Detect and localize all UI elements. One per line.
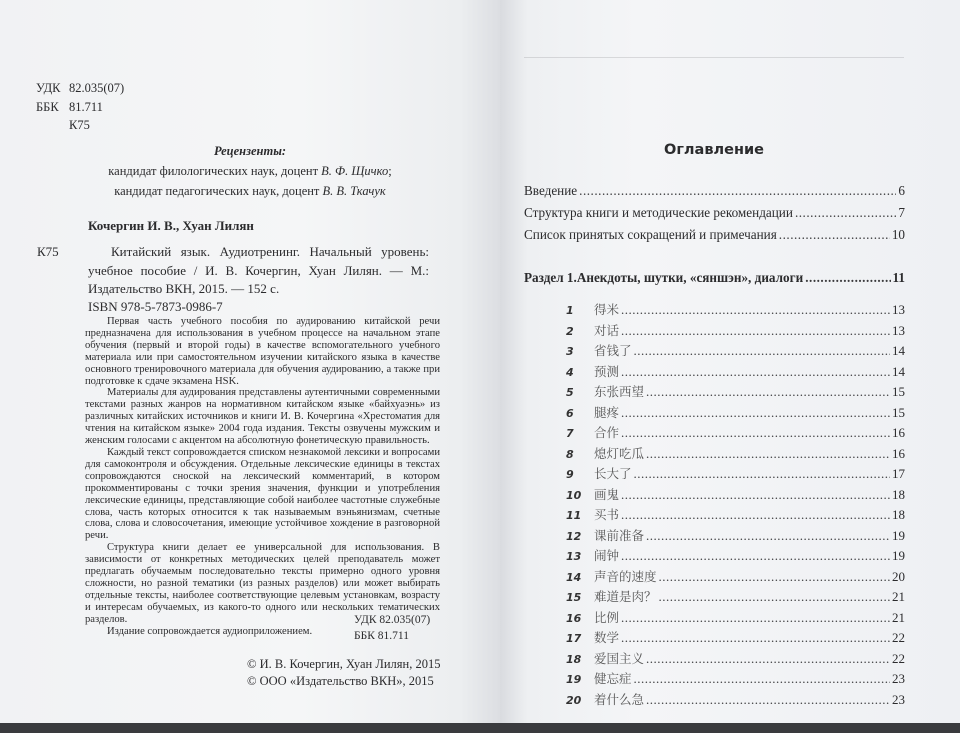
lesson-number: 14 bbox=[566, 570, 582, 584]
reviewer-1-name: В. Ф. Щичко bbox=[321, 164, 389, 178]
lesson-number: 8 bbox=[566, 447, 574, 461]
toc-leader-dots bbox=[634, 671, 890, 687]
lesson-number: 19 bbox=[566, 673, 582, 686]
toc-lesson-entry[interactable] bbox=[524, 505, 905, 526]
toc-lesson-entry[interactable] bbox=[524, 321, 905, 342]
lesson-title: 长大了 bbox=[594, 466, 632, 481]
udk-label: УДК bbox=[36, 81, 61, 95]
toc-leader-dots bbox=[646, 384, 890, 400]
reviewer-1-position: кандидат филологических наук, доцент bbox=[108, 164, 322, 178]
toc-page-number: 17 bbox=[892, 466, 905, 481]
annotation-paragraph: Каждый текст сопровождается списком незнакомой лексики и вопросами для самоконтроля и обсуждения. Отдельные лексические единицы в текстах сопровождаются сноской на лексический комментарий, в котором прокомментированы с точки зрения значения, функции и употребления лексические единицы, представляющие собой наиболее частотные служебные слова, часть которых относится к так называемым вэньянизмам, счетные слова, слова и словосочетания, имеющие устойчивое хождение в разговорной речи. bbox=[85, 446, 440, 542]
toc-entry-structure[interactable] bbox=[524, 205, 905, 227]
toc-lesson-entry[interactable] bbox=[524, 362, 905, 383]
lesson-title: 买书 bbox=[594, 507, 620, 522]
toc-page-number: 10 bbox=[891, 227, 905, 242]
toc-leader-dots bbox=[646, 446, 890, 462]
lesson-title: 省钱了 bbox=[594, 343, 632, 358]
toc-entry-label: Структура книги и методические рекомендации bbox=[524, 205, 793, 220]
toc-page-number: 21 bbox=[892, 589, 905, 604]
lesson-title: 预测 bbox=[594, 363, 620, 379]
toc-page-number: 20 bbox=[892, 568, 905, 584]
toc-entry-abbreviations[interactable] bbox=[524, 227, 905, 249]
lesson-number: 18 bbox=[566, 652, 582, 666]
toc-leader-dots bbox=[621, 405, 890, 421]
reviewer-1-punct: ; bbox=[388, 164, 392, 178]
reviewers-title: Рецензенты: bbox=[213, 144, 287, 158]
toc-page-number: 22 bbox=[892, 650, 905, 666]
toc-leader-dots bbox=[779, 227, 890, 243]
toc-leader-dots bbox=[621, 610, 890, 626]
lesson-list bbox=[524, 300, 905, 710]
toc-page-number: 19 bbox=[892, 527, 905, 543]
toc-leader-dots bbox=[646, 651, 890, 667]
isbn: ISBN 978-5-7873-0986-7 bbox=[88, 299, 223, 314]
toc-leader-dots bbox=[621, 323, 890, 339]
annotation-paragraph: Первая часть учебного пособия по аудированию китайской речи предназначена для использования в учебном процессе на начальном этапе обучения (первый и второй годы) в качестве вспомогательного учебного материала или при самостоятельном изучении китайского языка в качестве основного тренировочного материала для обучения аудированию, а также при подготовке к сдаче экзамена HSK. bbox=[85, 316, 440, 387]
toc-lesson-entry[interactable] bbox=[524, 649, 905, 670]
reviewer-2-name: В. В. Ткачук bbox=[322, 184, 386, 198]
toc-leader-dots bbox=[621, 364, 890, 380]
copyright-publisher: © ООО «Издательство ВКН», 2015 bbox=[247, 674, 434, 688]
lesson-number: 5 bbox=[566, 386, 574, 399]
show-through-rule bbox=[524, 57, 904, 58]
lesson-number: 11 bbox=[566, 509, 582, 522]
annotation-paragraph: Материалы для аудирования представлены аутентичными современными текстами разных жанров на нормативном китайском языке «байхуаэнь» из различных китайских источников и книги И. В. Кочергина «Хрестоматия для чтения на китайском языке» 2004 года издания. Тексты озвучены мужским и женским голосами с акцентом на абсолютную фонетическую правильность. bbox=[85, 387, 440, 447]
reviewers-block bbox=[60, 141, 440, 201]
lesson-title: 对话 bbox=[594, 322, 620, 338]
toc-lesson-entry[interactable] bbox=[524, 423, 905, 444]
lesson-number: 20 bbox=[566, 693, 582, 707]
toc-lesson-entry[interactable] bbox=[524, 464, 905, 485]
toc-page-number: 13 bbox=[892, 302, 905, 317]
lesson-number: 17 bbox=[566, 632, 582, 645]
toc-leader-dots bbox=[795, 205, 896, 221]
lesson-number: 4 bbox=[566, 365, 574, 379]
lesson-title: 声音的速度 bbox=[594, 568, 657, 584]
toc-lesson-entry[interactable] bbox=[524, 526, 905, 547]
bibliographic-record: Китайский язык. Аудиотренинг. Начальный уровень: учебное пособие / И. В. Кочергин, Хуан Лилян. — М.: Издательство ВКН, 2015. — 152 с. bbox=[88, 244, 429, 296]
lesson-title: 闹钟 bbox=[594, 548, 620, 563]
lesson-title: 熄灯吃瓜 bbox=[594, 445, 645, 461]
toc-leader-dots bbox=[659, 569, 890, 585]
authors-heading: Кочергин И. В., Хуан Лилян bbox=[88, 218, 254, 233]
imprint-codes bbox=[354, 613, 430, 644]
toc-leader-dots bbox=[621, 507, 890, 523]
bib-author-sign: К75 bbox=[37, 244, 59, 259]
lesson-number: 3 bbox=[566, 345, 574, 358]
toc-lesson-entry[interactable] bbox=[524, 608, 905, 629]
toc-title: Оглавление bbox=[664, 142, 764, 158]
lesson-title: 腿疼 bbox=[594, 404, 620, 420]
toc-leader-dots bbox=[646, 692, 890, 708]
lesson-number: 10 bbox=[566, 488, 582, 502]
annotation bbox=[85, 316, 440, 637]
toc-page-number: 15 bbox=[892, 384, 905, 399]
toc-lesson-entry[interactable] bbox=[524, 403, 905, 424]
scan-bottom-edge bbox=[0, 723, 960, 733]
toc-page-number: 13 bbox=[892, 322, 905, 338]
lesson-number: 16 bbox=[566, 611, 582, 625]
toc-lesson-entry[interactable] bbox=[524, 669, 905, 690]
toc-page-number: 15 bbox=[892, 404, 905, 420]
toc-lesson-entry[interactable] bbox=[524, 587, 905, 608]
toc-page-number: 19 bbox=[892, 548, 905, 563]
lesson-title: 着什么急 bbox=[594, 691, 645, 707]
toc-lesson-entry[interactable] bbox=[524, 690, 905, 711]
lesson-title: 数学 bbox=[594, 630, 620, 645]
toc-page-number: 7 bbox=[898, 205, 905, 220]
reviewer-2 bbox=[60, 181, 440, 201]
toc-entry-label: Список принятых сокращений и примечания bbox=[524, 227, 777, 242]
imprint-bbk: ББК 81.711 bbox=[354, 629, 409, 642]
toc-lesson-entry[interactable] bbox=[524, 485, 905, 506]
table-of-contents bbox=[524, 183, 905, 710]
imprint-udk: УДК 82.035(07) bbox=[354, 614, 431, 626]
toc-leader-dots bbox=[805, 270, 890, 286]
toc-lesson-entry[interactable] bbox=[524, 300, 905, 321]
toc-leader-dots bbox=[621, 302, 890, 318]
lesson-title: 爱国主义 bbox=[594, 650, 645, 666]
lesson-number: 9 bbox=[566, 468, 574, 481]
toc-section-1[interactable] bbox=[524, 270, 905, 292]
lesson-number: 7 bbox=[566, 427, 574, 440]
toc-page-number: 18 bbox=[892, 486, 905, 502]
copyright-authors: © И. В. Кочергин, Хуан Лилян, 2015 bbox=[247, 657, 441, 671]
toc-lesson-entry[interactable] bbox=[524, 382, 905, 403]
toc-page-number: 21 bbox=[892, 609, 905, 625]
lesson-number: 2 bbox=[566, 324, 574, 338]
toc-lesson-entry[interactable] bbox=[524, 567, 905, 588]
toc-leader-dots bbox=[634, 343, 890, 359]
toc-entry-introduction[interactable] bbox=[524, 183, 905, 205]
udk-value: 82.035(07) bbox=[69, 81, 125, 95]
reviewer-1 bbox=[60, 161, 440, 181]
toc-page-number: 18 bbox=[892, 507, 905, 522]
toc-page-number: 23 bbox=[892, 671, 905, 686]
annotation-paragraph: Структура книги делает ее универсальной для использования. В зависимости от конкретных методических целей преподаватель может предлагать обучаемым последовательно тексты примерно одного уровня сложности, но разной тематики (из разных разделов) или может выбирать отдельные тексты, наиболее соответствующие целевым установкам, возрасту и интересам обучаемых, из какого-то одного или нескольких тематических разделов. bbox=[85, 542, 440, 625]
toc-page-number: 23 bbox=[892, 691, 905, 707]
toc-leader-dots bbox=[579, 183, 896, 199]
toc-lesson-entry[interactable] bbox=[524, 546, 905, 567]
toc-leader-dots bbox=[634, 466, 890, 482]
lesson-title: 比例 bbox=[594, 609, 620, 625]
lesson-number: 1 bbox=[566, 304, 574, 317]
copyright-notice bbox=[247, 656, 440, 690]
toc-page-number: 14 bbox=[892, 363, 905, 379]
bbk-label: ББК bbox=[36, 99, 59, 114]
lesson-title: 得米 bbox=[594, 302, 620, 317]
toc-lesson-entry[interactable] bbox=[524, 341, 905, 362]
toc-leader-dots bbox=[621, 548, 890, 564]
lesson-title: 课前准备 bbox=[594, 527, 645, 543]
reviewer-2-position: кандидат педагогических наук, доцент bbox=[114, 184, 323, 198]
lesson-title: 东张西望 bbox=[594, 384, 645, 399]
bbk-value: 81.711 bbox=[69, 99, 103, 114]
author-sign: К75 bbox=[69, 118, 90, 132]
toc-leader-dots bbox=[659, 589, 890, 605]
toc-page-number: 16 bbox=[892, 445, 905, 461]
section-title: Анекдоты, шутки, «сяншэн», диалоги bbox=[576, 270, 804, 285]
lesson-title: 合作 bbox=[594, 425, 620, 440]
toc-leader-dots bbox=[621, 487, 890, 503]
toc-leader-dots bbox=[621, 425, 890, 441]
toc-lesson-entry[interactable] bbox=[524, 444, 905, 465]
toc-page-number: 16 bbox=[892, 425, 905, 440]
toc-page-number: 6 bbox=[898, 183, 905, 198]
annotation-paragraph: Издание сопровождается аудиоприложением. bbox=[107, 625, 313, 637]
toc-entry-label: Введение bbox=[524, 183, 578, 198]
lesson-title: 难道是肉？ bbox=[594, 589, 657, 604]
toc-page-number: 14 bbox=[892, 343, 905, 358]
toc-leader-dots bbox=[646, 528, 890, 544]
lesson-number: 6 bbox=[566, 406, 574, 420]
toc-leader-dots bbox=[621, 630, 890, 646]
lesson-number: 13 bbox=[566, 550, 582, 563]
toc-page-number: 22 bbox=[892, 630, 905, 645]
toc-lesson-entry[interactable] bbox=[524, 628, 905, 649]
lesson-number: 15 bbox=[566, 591, 582, 604]
toc-page-number: 11 bbox=[892, 270, 905, 285]
lesson-number: 12 bbox=[566, 529, 582, 543]
lesson-title: 画鬼 bbox=[594, 486, 620, 502]
section-number: Раздел 1. bbox=[524, 270, 577, 285]
catalog-codes bbox=[36, 79, 124, 135]
lesson-title: 健忘症 bbox=[594, 671, 632, 686]
